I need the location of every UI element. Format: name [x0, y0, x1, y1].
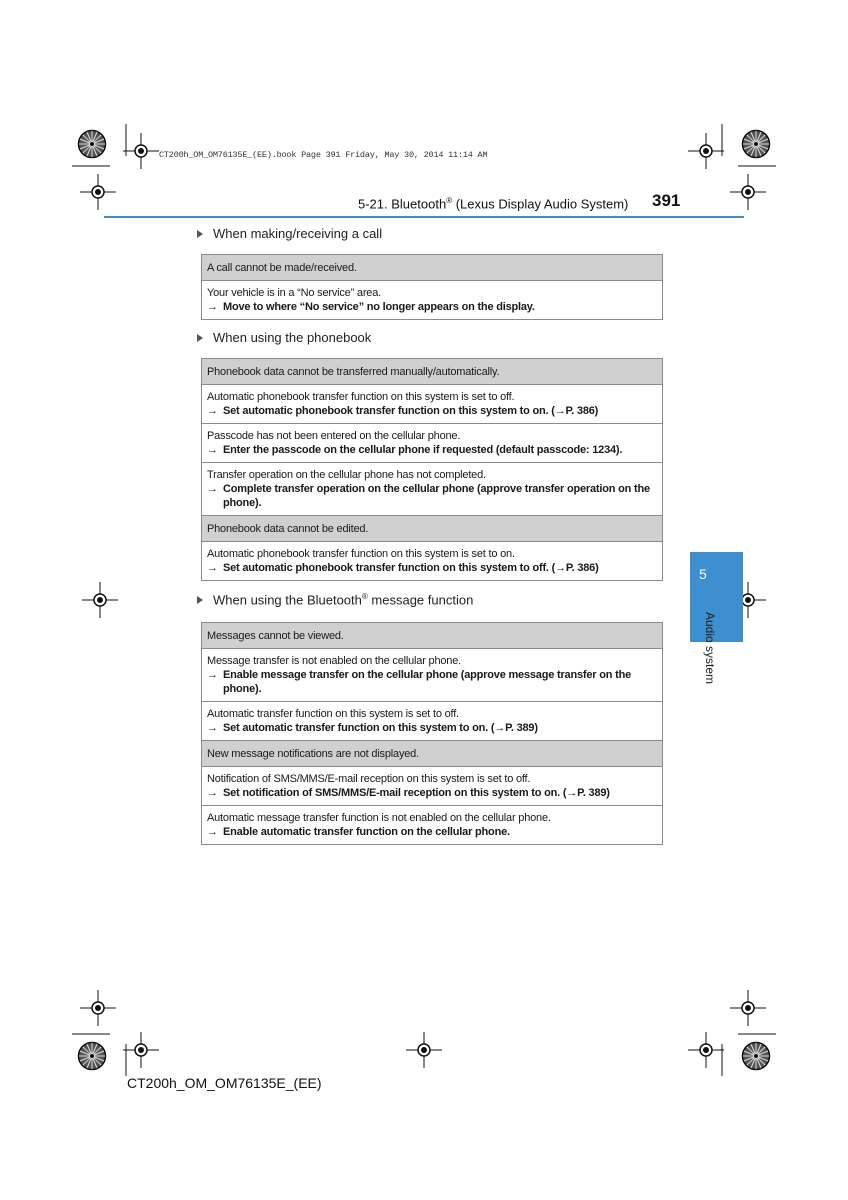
arrow-right-icon: →: [207, 562, 218, 574]
arrow-right-icon: →: [207, 405, 218, 417]
arrow-right-icon: →: [207, 301, 218, 313]
registered-mark: ®: [361, 592, 368, 601]
problem-text: Phonebook data cannot be edited.: [202, 516, 663, 542]
arrow-right-icon: →: [207, 787, 218, 799]
table-row: [202, 542, 663, 581]
troubleshooting-table-call: [201, 254, 663, 320]
crosshair-target-icon: [688, 1032, 724, 1068]
arrow-right-icon: →: [207, 483, 218, 495]
table-header-row: [202, 741, 663, 767]
crosshair-target-icon: [406, 1032, 442, 1068]
starburst-bottom-right-icon: [741, 1041, 771, 1071]
remedy-text: Set automatic transfer function on this system to on. (→P. 389): [223, 722, 538, 734]
crosshair-target-icon: [80, 174, 116, 210]
arrow-right-icon: →: [207, 826, 218, 838]
section-heading-message: [197, 592, 473, 607]
table-header-row: [202, 255, 663, 281]
remedy-text: Set notification of SMS/MMS/E-mail reception on this system to on. (→P. 389): [223, 787, 610, 799]
section-heading-text: When making/receiving a call: [213, 226, 383, 241]
starburst-top-right-icon: [741, 129, 771, 159]
chapter-label: Audio system: [703, 612, 717, 685]
cause-text: Transfer operation on the cellular phone has not completed.: [207, 469, 486, 481]
table-header-row: [202, 623, 663, 649]
table-header-row: [202, 359, 663, 385]
starburst-top-left-icon: [77, 129, 107, 159]
table-row: [202, 702, 663, 741]
cause-text: Your vehicle is in a “No service” area.: [207, 287, 381, 299]
footer-code: CT200h_OM_OM76135E_(EE): [127, 1075, 322, 1091]
section-heading-text: When using the phonebook: [213, 330, 372, 345]
arrow-right-icon: →: [207, 669, 218, 681]
table-row: [202, 385, 663, 424]
section-title: [358, 196, 628, 211]
section-heading-text: [213, 592, 473, 607]
cause-text: Automatic phonebook transfer function on this system is set to off.: [207, 391, 515, 403]
header-rule: [104, 216, 744, 218]
bullet-triangle-icon: [197, 230, 203, 238]
section-heading-phonebook: [197, 330, 371, 345]
heading-part: When using the Bluetooth: [213, 592, 362, 608]
problem-text: Messages cannot be viewed.: [202, 623, 663, 649]
section-title-suffix: (Lexus Display Audio System): [452, 196, 629, 212]
problem-text: A call cannot be made/received.: [202, 255, 663, 281]
chapter-number: 5: [699, 566, 707, 582]
remedy-text: Set automatic phonebook transfer function on this system to on. (→P. 386): [223, 405, 599, 417]
arrow-right-icon: →: [207, 722, 218, 734]
table-row: [202, 281, 663, 320]
bullet-triangle-icon: [197, 334, 203, 342]
cause-text: Passcode has not been entered on the cellular phone.: [207, 430, 461, 442]
cause-text: Automatic message transfer function is not enabled on the cellular phone.: [207, 812, 551, 824]
arrow-right-icon: →: [207, 444, 218, 456]
table-row: [202, 463, 663, 516]
table-row: [202, 424, 663, 463]
remedy-text: Set automatic phonebook transfer function on this system to off. (→P. 386): [223, 562, 599, 574]
table-row: [202, 806, 663, 845]
remedy-text: Enter the passcode on the cellular phone if requested (default passcode: 1234).: [223, 444, 623, 456]
table-row: [202, 767, 663, 806]
troubleshooting-table-message: [201, 622, 663, 845]
cause-text: Automatic phonebook transfer function on this system is set to on.: [207, 548, 515, 560]
cause-text: Message transfer is not enabled on the cellular phone.: [207, 655, 461, 667]
section-title-prefix: 5-21. Bluetooth: [358, 196, 447, 212]
page-number: 391: [652, 191, 681, 210]
crosshair-target-icon: [730, 174, 766, 210]
troubleshooting-table-phonebook: [201, 358, 663, 581]
crosshair-target-icon: [82, 582, 118, 618]
crosshair-target-icon: [123, 1032, 159, 1068]
problem-text: Phonebook data cannot be transferred manually/automatically.: [202, 359, 663, 385]
cause-text: Automatic transfer function on this system is set to off.: [207, 708, 459, 720]
starburst-bottom-left-icon: [77, 1041, 107, 1071]
table-header-row: [202, 516, 663, 542]
remedy-text: Enable automatic transfer function on the cellular phone.: [223, 826, 510, 838]
remedy-text: Move to where “No service” no longer appears on the display.: [223, 301, 535, 313]
bullet-triangle-icon: [197, 596, 203, 604]
print-info: CT200h_OM_OM76135E_(EE).book Page 391 Friday, May 30, 2014 11:14 AM: [159, 150, 488, 160]
remedy-text: Complete transfer operation on the cellular phone (approve transfer operation on the phone).: [223, 483, 650, 509]
heading-part: message function: [367, 592, 474, 608]
registered-mark: ®: [446, 196, 453, 205]
section-heading-call: [197, 226, 382, 241]
table-row: [202, 649, 663, 702]
cause-text: Notification of SMS/MMS/E-mail reception on this system is set to off.: [207, 773, 531, 785]
problem-text: New message notifications are not displayed.: [202, 741, 663, 767]
remedy-text: Enable message transfer on the cellular phone (approve message transfer on the phone).: [223, 669, 632, 695]
crosshair-target-icon: [730, 990, 766, 1026]
crosshair-target-icon: [688, 133, 724, 169]
crosshair-target-icon: [123, 133, 159, 169]
crosshair-target-icon: [80, 990, 116, 1026]
